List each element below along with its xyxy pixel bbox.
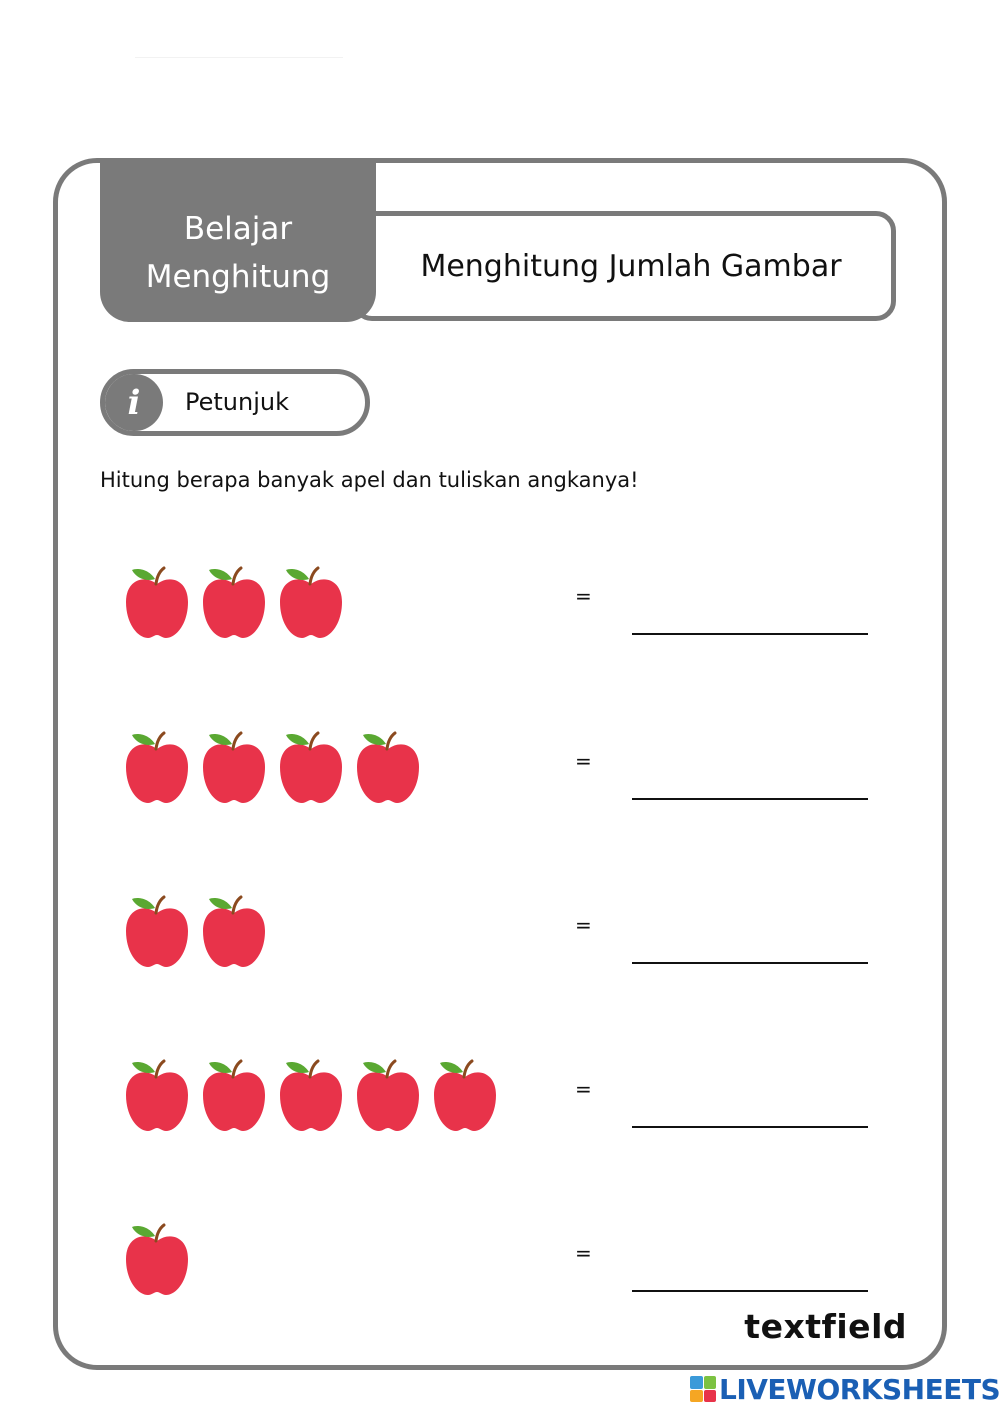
- answer-blank[interactable]: [632, 798, 868, 800]
- answer-blank[interactable]: [632, 962, 868, 964]
- faint-top-line: [135, 57, 343, 58]
- apple-icon: [122, 1055, 192, 1135]
- worksheet-title: Menghitung Jumlah Gambar: [420, 248, 842, 284]
- apple-icon: [430, 1055, 500, 1135]
- answer-blank[interactable]: [632, 633, 868, 635]
- info-icon: i: [105, 374, 163, 431]
- apple-icon: [122, 727, 192, 807]
- brand-text: textfield: [744, 1307, 907, 1346]
- answer-blank[interactable]: [632, 1290, 868, 1292]
- instructions-pill: [100, 369, 370, 436]
- apple-icon: [122, 891, 192, 971]
- apple-icon: [199, 562, 269, 642]
- subject-tab-label: [100, 205, 376, 301]
- apple-icon: [199, 1055, 269, 1135]
- question-row: [0, 1219, 1000, 1309]
- liveworksheets-logo-icon: [690, 1376, 716, 1402]
- question-row: [0, 562, 1000, 652]
- question-row: [0, 1055, 1000, 1145]
- equals-sign: =: [575, 584, 592, 608]
- instruction-text: Hitung berapa banyak apel dan tuliskan angkanya!: [100, 468, 639, 492]
- apple-icon: [276, 562, 346, 642]
- answer-blank[interactable]: [632, 1126, 868, 1128]
- subject-line-1: Belajar: [183, 211, 293, 247]
- apple-icon: [122, 562, 192, 642]
- apple-icon: [276, 727, 346, 807]
- apple-icon: [199, 727, 269, 807]
- apple-icon: [122, 1219, 192, 1299]
- apple-icon: [353, 727, 423, 807]
- equals-sign: =: [575, 1077, 592, 1101]
- equals-sign: =: [575, 1241, 592, 1265]
- apple-icon: [199, 891, 269, 971]
- instructions-label: Petunjuk: [185, 388, 289, 416]
- liveworksheets-watermark: [690, 1372, 1000, 1406]
- question-row: [0, 891, 1000, 981]
- apple-icon: [276, 1055, 346, 1135]
- equals-sign: =: [575, 913, 592, 937]
- equals-sign: =: [575, 749, 592, 773]
- subject-line-2: Menghitung: [145, 259, 331, 295]
- watermark-text: LIVEWORKSHEETS: [719, 1372, 1000, 1406]
- apple-icon: [353, 1055, 423, 1135]
- question-row: [0, 727, 1000, 817]
